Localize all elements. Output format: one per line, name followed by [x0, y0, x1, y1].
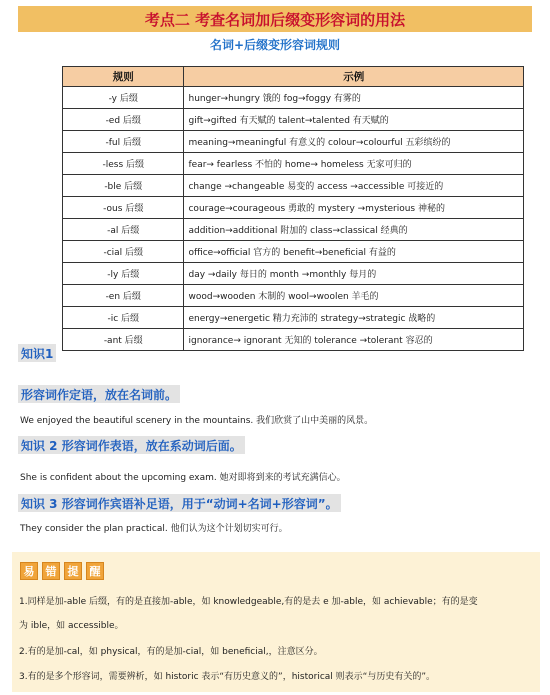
- table-row: [63, 175, 524, 197]
- example-cell: addition→additional 附加的 class→classical 经典的: [184, 219, 524, 241]
- rule-cell: -ous 后缀: [63, 197, 184, 219]
- table-row: [63, 153, 524, 175]
- table-row: [63, 131, 524, 153]
- tips-heading-char: 提: [64, 562, 82, 580]
- example-cell: courage→courageous 勇敢的 mystery →mysterious 神秘的: [184, 197, 524, 219]
- tips-heading-char: 易: [20, 562, 38, 580]
- table-row: [63, 307, 524, 329]
- example-cell: office→official 官方的 benefit→beneficial 有益的: [184, 241, 524, 263]
- rule-cell: -ble 后缀: [63, 175, 184, 197]
- knowledge-2-title: 知识 2 形容词作表语，放在系动词后面。: [18, 436, 245, 454]
- table-row: [63, 219, 524, 241]
- suffix-rules-table: [62, 66, 524, 351]
- example-cell: wood→wooden 木制的 wool→woolen 羊毛的: [184, 285, 524, 307]
- example-cell: energy→energetic 精力充沛的 strategy→strategic 战略的: [184, 307, 524, 329]
- tip-1-continued: 为 ible，如 accessible。: [19, 621, 124, 631]
- rule-cell: -ful 后缀: [63, 131, 184, 153]
- table-row: [63, 329, 524, 351]
- tips-heading-char: 错: [42, 562, 60, 580]
- rule-cell: -en 后缀: [63, 285, 184, 307]
- column-header-example: 示例: [184, 67, 524, 87]
- example-cell: meaning→meaningful 有意义的 colour→colourful 五彩缤纷的: [184, 131, 524, 153]
- knowledge-1-example: We enjoyed the beautiful scenery in the mountains. 我们欣赏了山中美丽的风景。: [20, 416, 374, 426]
- rule-cell: -ed 后缀: [63, 109, 184, 131]
- table-row: [63, 263, 524, 285]
- knowledge-2-example: She is confident about the upcoming exam. 她对即将到来的考试充满信心。: [20, 473, 346, 483]
- rule-cell: -ic 后缀: [63, 307, 184, 329]
- rule-cell: -ly 后缀: [63, 263, 184, 285]
- tip-2: 2.有的是加-cal，如 physical，有的是加-cial，如 beneficial,，注意区分。: [19, 647, 323, 657]
- table-row: [63, 285, 524, 307]
- table-row: [63, 197, 524, 219]
- column-header-rule: 规则: [63, 67, 184, 87]
- rule-cell: -cial 后缀: [63, 241, 184, 263]
- knowledge-3-title: 知识 3 形容词作宾语补足语，用于“动词+名词+形容词”。: [18, 494, 341, 512]
- tips-heading: [20, 562, 104, 580]
- knowledge-1-label: 知识1: [18, 344, 56, 362]
- example-cell: day →daily 每日的 month →monthly 每月的: [184, 263, 524, 285]
- rule-cell: -less 后缀: [63, 153, 184, 175]
- section-title-banner: [18, 6, 532, 32]
- common-mistakes-box: [12, 552, 540, 692]
- knowledge-1-title: 形容词作定语，放在名词前。: [18, 385, 180, 403]
- knowledge-3-example: They consider the plan practical. 他们认为这个计划切实可行。: [20, 524, 288, 534]
- rule-cell: -y 后缀: [63, 87, 184, 109]
- example-cell: fear→ fearless 不怕的 home→ homeless 无家可归的: [184, 153, 524, 175]
- section-title: 考点二 考查名词加后缀变形容词的用法: [144, 10, 406, 29]
- table-row: [63, 87, 524, 109]
- table-row: [63, 109, 524, 131]
- example-cell: ignorance→ ignorant 无知的 tolerance →tolerant 容忍的: [184, 329, 524, 351]
- table-row: [63, 241, 524, 263]
- tip-1: 1.同样是加-able 后缀，有的是直接加-able，如 knowledgeable,有的是去 e 加-able，如 achievable；有的是变: [19, 597, 478, 607]
- section-subtitle: 名词+后缀变形容词规则: [209, 38, 341, 52]
- tip-3: 3.有的是多个形容词，需要辨析，如 historic 表示“有历史意义的”，historical 则表示“与历史有关的”。: [19, 672, 435, 682]
- tips-heading-char: 醒: [86, 562, 104, 580]
- rule-cell: -ant 后缀: [63, 329, 184, 351]
- rule-cell: -al 后缀: [63, 219, 184, 241]
- table-header-row: [63, 67, 524, 87]
- example-cell: gift→gifted 有天赋的 talent→talented 有天赋的: [184, 109, 524, 131]
- example-cell: hunger→hungry 饿的 fog→foggy 有雾的: [184, 87, 524, 109]
- example-cell: change →changeable 易变的 access →accessible 可接近的: [184, 175, 524, 197]
